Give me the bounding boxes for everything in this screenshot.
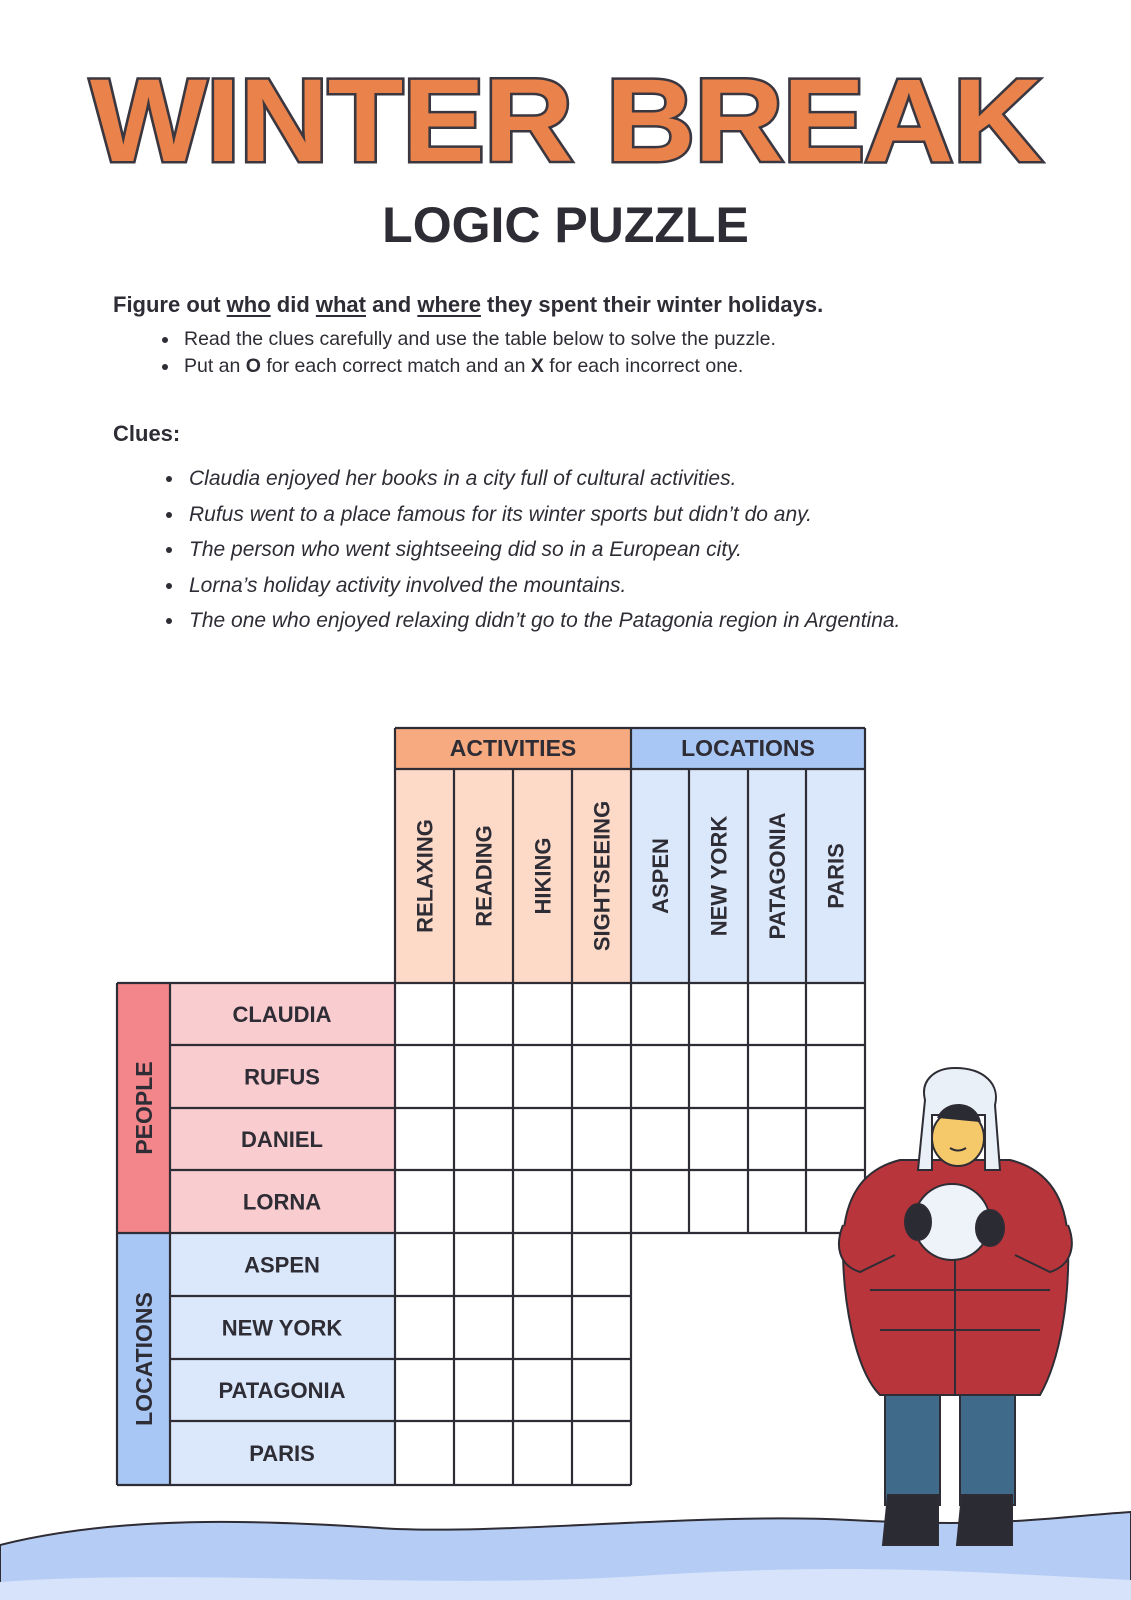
answer-cell[interactable] [456, 1298, 511, 1357]
answer-cell[interactable] [515, 1235, 570, 1294]
instruction-item: • Read the clues carefully and use the table below to solve the puzzle. [180, 326, 1073, 353]
answer-cell[interactable] [574, 1172, 629, 1231]
page-title: WINTER BREAK [89, 55, 1042, 187]
page-subtitle: LOGIC PUZZLE [382, 197, 749, 253]
answer-cell[interactable] [456, 1361, 511, 1419]
answer-cell[interactable] [574, 1235, 629, 1294]
answer-cell[interactable] [691, 985, 746, 1043]
answer-cell[interactable] [515, 985, 570, 1043]
answer-cell[interactable] [515, 1172, 570, 1231]
person-row-label: CLAUDIA [232, 1002, 332, 1027]
person-row-label: RUFUS [244, 1064, 320, 1090]
answer-cell[interactable] [691, 1172, 746, 1231]
answer-cell[interactable] [397, 1172, 452, 1231]
location-col-label: PATAGONIA [765, 812, 790, 940]
answer-cell[interactable] [633, 985, 687, 1043]
clue-item: • The one who enjoyed relaxing didn’t go to the Patagonia region in Argentina. [185, 603, 1131, 639]
answer-cell[interactable] [808, 985, 863, 1043]
answer-cell[interactable] [397, 1423, 452, 1483]
answer-cell[interactable] [515, 1298, 570, 1357]
intro-line: Figure out who did what and where they spent their winter holidays. [113, 292, 824, 317]
clues-heading: Clues: [113, 421, 181, 446]
answer-cell[interactable] [808, 1047, 863, 1106]
answer-cell[interactable] [750, 1110, 804, 1168]
answer-cell[interactable] [456, 1235, 511, 1294]
answer-cell[interactable] [808, 1110, 863, 1168]
answer-cell[interactable] [397, 1235, 452, 1294]
answer-cell[interactable] [691, 1047, 746, 1106]
answer-cell[interactable] [515, 1361, 570, 1419]
answer-cell[interactable] [574, 985, 629, 1043]
answer-cell[interactable] [397, 1361, 452, 1419]
answer-cell[interactable] [397, 985, 452, 1043]
clue-item: • Lorna’s holiday activity involved the mountains. [185, 568, 1131, 604]
answer-cell[interactable] [633, 1047, 687, 1106]
answer-cell[interactable] [515, 1047, 570, 1106]
activity-col-label: READING [471, 825, 497, 927]
answer-cell[interactable] [515, 1110, 570, 1168]
location-col-label: ASPEN [648, 838, 673, 914]
location-col-label: NEW YORK [706, 815, 732, 937]
location-row-label: PARIS [249, 1441, 315, 1466]
answer-cell[interactable] [456, 1423, 511, 1483]
activities-header: ACTIVITIES [449, 735, 577, 761]
answer-cell[interactable] [456, 1172, 511, 1231]
instruction-item: • Put an O for each correct match and an X for each incorrect one. [180, 353, 1073, 380]
answer-cell[interactable] [633, 1172, 687, 1231]
activity-col-label: RELAXING [412, 819, 438, 933]
answer-cell[interactable] [456, 985, 511, 1043]
location-row-label: ASPEN [244, 1252, 320, 1278]
answer-cell[interactable] [574, 1423, 629, 1483]
clue-item: • Claudia enjoyed her books in a city full of cultural activities. [185, 461, 1131, 497]
answer-cell[interactable] [574, 1110, 629, 1168]
answer-cell[interactable] [397, 1298, 452, 1357]
person-row-label: DANIEL [241, 1127, 323, 1152]
answer-cell[interactable] [456, 1047, 511, 1106]
location-row-label: PATAGONIA [218, 1378, 346, 1403]
person-illustration [839, 1068, 1072, 1545]
answer-cell[interactable] [750, 985, 804, 1043]
activity-col-label: HIKING [530, 837, 556, 915]
clue-item: • The person who went sightseeing did so in a European city. [185, 532, 1131, 568]
answer-cell[interactable] [574, 1298, 629, 1357]
person-row-label: LORNA [242, 1189, 322, 1215]
answer-cell[interactable] [397, 1047, 452, 1106]
activity-col-label: SIGHTSEEING [589, 800, 615, 952]
location-row-label: NEW YORK [221, 1315, 343, 1341]
answer-cell[interactable] [750, 1047, 804, 1106]
answer-cell[interactable] [574, 1361, 629, 1419]
answer-cell[interactable] [574, 1047, 629, 1106]
people-header: PEOPLE [131, 1061, 157, 1155]
locations-header: LOCATIONS [681, 735, 815, 761]
answer-cell[interactable] [397, 1110, 452, 1168]
location-col-label: PARIS [823, 843, 849, 909]
clue-item: • Rufus went to a place famous for its winter sports but didn’t do any. [185, 497, 1131, 533]
answer-cell[interactable] [691, 1110, 746, 1168]
row-locations-header: LOCATIONS [131, 1292, 157, 1426]
answer-cell[interactable] [750, 1172, 804, 1231]
answer-cell[interactable] [633, 1110, 687, 1168]
answer-cell[interactable] [515, 1423, 570, 1483]
answer-cell[interactable] [456, 1110, 511, 1168]
